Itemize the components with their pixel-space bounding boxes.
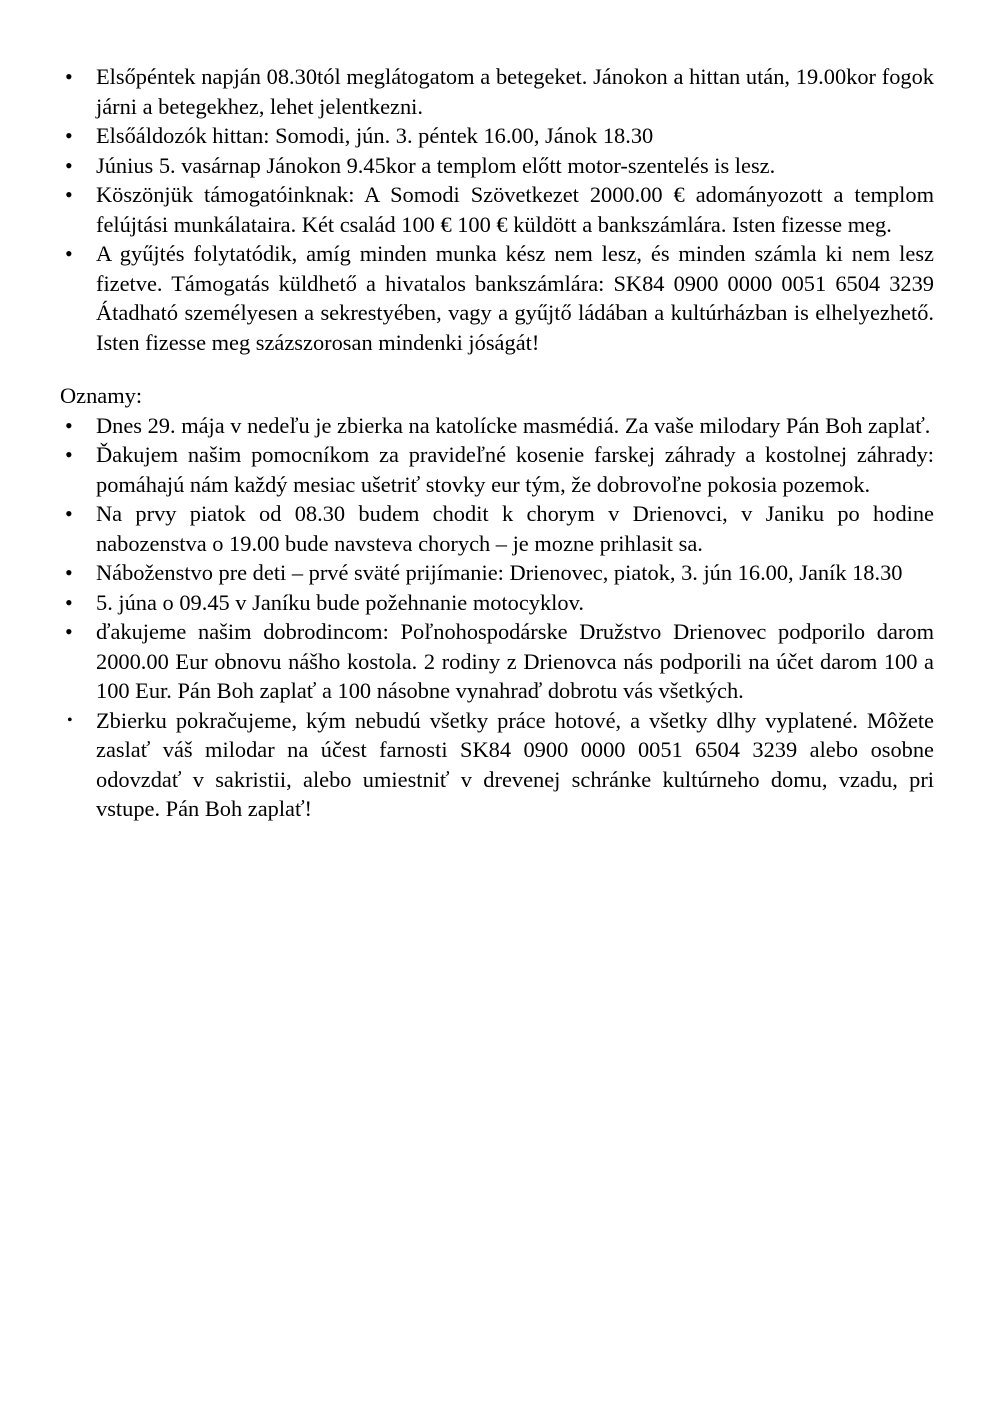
list-item xyxy=(60,121,934,151)
bullet-icon: • xyxy=(65,442,73,467)
list-item-text: Június 5. vasárnap Jánokon 9.45kor a templom előtt motor-szentelés is lesz. xyxy=(96,152,776,178)
list-item-text: Náboženstvo pre deti – prvé sväté prijímanie: Drienovec, piatok, 3. jún 16.00, Janík 18.30 xyxy=(96,560,903,585)
list-item-text: Ďakujem našim pomocníkom za pravideľné kosenie farskej záhrady a kostolnej záhrady: pomáhajú nám každý mesiac ušetriť stovky eur tým, že dobrovoľne pokosia pozemok. xyxy=(96,442,934,497)
bullet-icon: • xyxy=(65,501,73,526)
list-item xyxy=(60,558,934,588)
bullet-icon: • xyxy=(65,560,73,585)
hungarian-announcements xyxy=(60,62,934,357)
bullet-icon: • xyxy=(65,412,73,438)
list-item-text: Na prvy piatok od 08.30 budem chodit k chorym v Drienovci, v Janiku po hodine nabozenstva o 19.00 bude navsteva chorych – je mozne prihlasit sa. xyxy=(96,501,934,556)
bullet-icon: • xyxy=(65,241,73,266)
list-item xyxy=(60,499,934,558)
list-item-text: Elsőáldozók hittan: Somodi, jún. 3. péntek 16.00, Jánok 18.30 xyxy=(96,123,654,148)
bullet-icon: • xyxy=(65,152,73,178)
list-item-text: Elsőpéntek napján 08.30tól meglátogatom a betegeket. Jánokon a hittan után, 19.00kor fogok járni a betegekhez, lehet jelentkezni. xyxy=(96,64,934,119)
list-item xyxy=(60,588,934,618)
list-item xyxy=(60,151,934,181)
list-item xyxy=(60,617,934,706)
list-item xyxy=(60,706,934,824)
list-item xyxy=(60,62,934,121)
bullet-icon: • xyxy=(65,64,73,89)
list-item xyxy=(60,440,934,499)
list-item-text: Dnes 29. mája v nedeľu je zbierka na katolícke masmédiá. Za vaše milodary Pán Boh zaplať. xyxy=(96,412,931,438)
list-item-text: ďakujeme našim dobrodincom: Poľnohospodárske Družstvo Drienovec podporilo darom 2000.00 Eur obnovu nášho kostola. 2 rodiny z Drienovca nás podporili na účet darom 100 a 100 Eur. Pán Boh zaplať a 100 násobne vynahraď dobrotu vás všetkých. xyxy=(96,619,934,703)
list-item xyxy=(60,180,934,239)
section-heading: Oznamy: xyxy=(60,383,143,408)
bullet-icon: • xyxy=(65,619,73,644)
list-item-text: Zbierku pokračujeme, kým nebudú všetky práce hotové, a všetky dlhy vyplatené. Môžete zaslať váš milodar na účest farnosti SK84 0900 0000 0051 6504 3239 alebo osobne odovzdať v sakristii, alebo umiestniť v drevenej schránke kultúrneho domu, vzadu, pri vstupe. Pán Boh zaplať! xyxy=(96,707,934,821)
bullet-icon: • xyxy=(65,182,73,207)
announcement-page xyxy=(60,62,934,824)
list-item xyxy=(60,411,934,441)
bullet-icon: • xyxy=(65,123,73,148)
list-item-text: A gyűjtés folytatódik, amíg minden munka kész nem lesz, és minden számla ki nem lesz fizetve. Támogatás küldhető a hivatalos bankszámlára: SK84 0900 0000 0051 6504 3239 Átadható személyesen a sekrestyében, vagy a gyűjtő ládában a kultúrházban is elhelyezhető. Isten fizesse meg százszorosan mindenki jóságát! xyxy=(96,241,934,355)
bullet-icon: • xyxy=(67,711,73,729)
list-item-text: Köszönjük támogatóinknak: A Somodi Szövetkezet 2000.00 € adományozott a templom felújtási munkálataira. Két család 100 € 100 € küldött a bankszámlára. Isten fizesse meg. xyxy=(96,182,934,237)
list-item-text: 5. júna o 09.45 v Janíku bude požehnanie motocyklov. xyxy=(96,589,584,615)
list-item xyxy=(60,239,934,357)
bullet-icon: • xyxy=(65,589,73,615)
slovak-announcements xyxy=(60,411,934,824)
